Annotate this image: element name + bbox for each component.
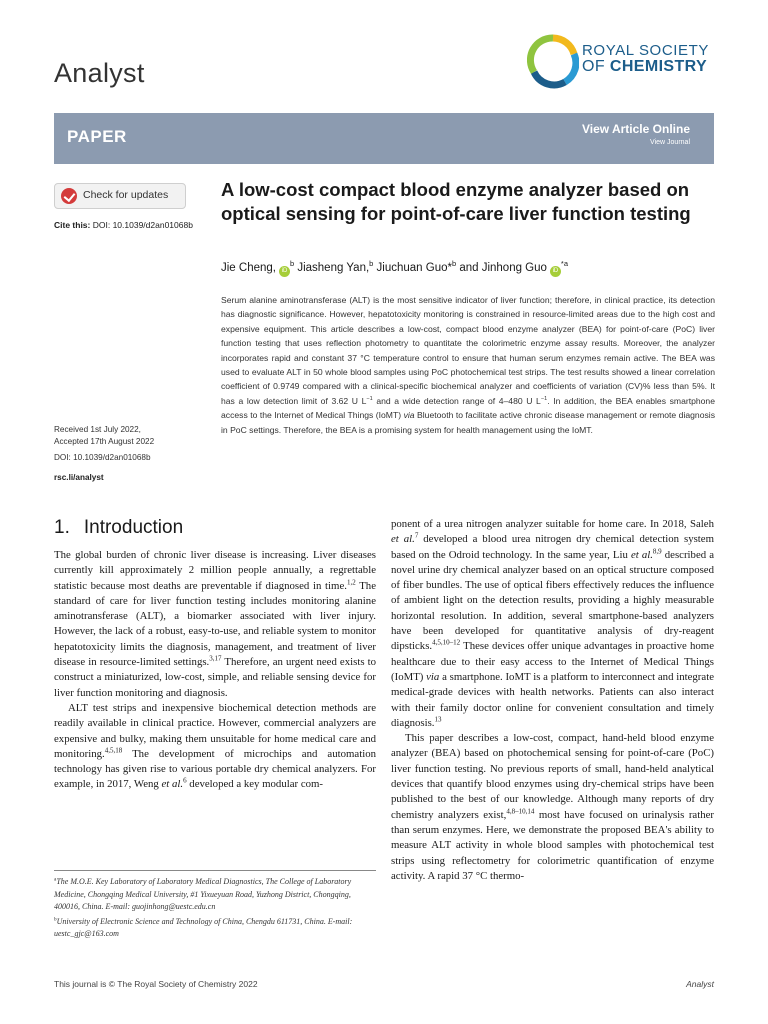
publisher-line2: OF CHEMISTRY [582,58,708,75]
author-list: Jie Cheng, $iD^b$ Jiasheng Yan,$^b$ Jiuchuan Guo*$^b$ and Jinhong Guo $iD^{*a}$ [221,262,568,277]
orcid-icon[interactable]: iD [550,266,561,277]
body-column-right [391,517,714,884]
journal-name: Analyst [54,58,145,88]
article-dates: Received 1st July 2022, Accepted 17th August 2022 [54,425,155,446]
section-heading: 1. Introduction [54,517,184,538]
paragraph: This paper describes a low-cost, compact, hand-held blood enzyme analyzer (BEA) based on photochemical sensing for point-of-care (PoC) liver function testing. No previous reports of small, hand-held analytical devices that quantify blood enzymes using dry-chemical strips have been published to the best of our knowledge. Although many reports of dry chemistry analyzers exist,$^{4,8-10,14}$ most have focused on urinalysis rather than serum enzymes. Here, we demonstrate the proposed BEA's ability to measure ALT activity in whole blood samples with photochemical test strips using reflectometry for colorimetric quantification of enzyme activity. A rapid 37 °C thermo- [391,732,714,882]
check-for-updates-button[interactable] [54,183,186,209]
abstract: Serum alanine aminotransferase (ALT) is the most sensitive indicator of liver function; therefore, in clinical practice, its detection has diagnostic significance. However, hepatotoxicity monitoring is constrained in resource-limited areas due to the high cost and expensive equipment. This article describes a low-cost, compact blood enzyme analyzer (BEA) for point-of-care (PoC) liver function testing that uses reflection photometry to quantitate the colorimetric enzyme assay results. Moreover, the analyzer incorporates rapid and constant 37 °C temperature control to ensure that human serum enzymes remain active. The BEA was used to evaluate ALT in 50 whole blood samples using PoC photochemical test strips. The test results showed a linear correlation coefficient of 0.9749 compared with a clinical-specific biochemical analyzer and coefficients of variation (CV)% less than 5%. It has a low detection limit of 3.62 U $L^{-1}$ and a wide detection range of 4–480 U $L^{-1}$. In addition, the BEA enables smartphone access to the Internet of Medical Things (IoMT) via Bluetooth to facilitate active chronic disease management or remote diagnosis in PoC settings. Therefore, the BEA is a promising system for health management using the IoMT. [221,295,715,435]
author-name: Jiasheng Yan, [294,262,370,274]
article-type-banner [54,113,714,164]
paragraph: The global burden of chronic liver disease is increasing. Liver diseases currently kill approximately 2 million people annually, a regrettable statistic because most deaths are preventable if diagnosed in time.$^{1,2}$ The standard of care for liver function testing includes monitoring alanine aminotransferase (ALT), a biomarker associated with liver injury. However, the lack of a robust, easy-to-use, and reliable system to monitor hepatotoxicity limits the diagnosis, management, and treatment of liver disease in resource-limited settings.$^{3,17}$ Therefore, an urgent need exists to construct a miniaturized, low-cost, simple, and reliable sensing device for liver function monitoring and diagnosis. [54,549,376,699]
footnotes [54,876,376,943]
footer-journal: Analyst [686,979,714,989]
publisher-name [582,43,709,75]
author-name: Jiuchuan Guo* [373,262,452,274]
article-title: A low-cost compact blood enzyme analyzer based on optical sensing for point-of-care liver function testing [221,179,691,224]
publisher-line1: ROYAL SOCIETY [582,42,709,59]
cite-this: Cite this: DOI: 10.1039/d2an01068b [54,220,193,230]
rsc-logo-icon [527,34,579,92]
article-doi: DOI: 10.1039/d2an01068b [54,453,151,462]
view-article-online-link[interactable]: View Article Online [581,122,690,136]
article-type: PAPER [67,127,127,146]
paragraph: ponent of a urea nitrogen analyzer suitable for home care. In 2018, Saleh et al.$^7$ developed a blood urea nitrogen dry chemical detection system based on the Odroid technology. In the same year, Liu et al.$^{8,9}$ described a novel urine dry chemical analyzer based on an optical structure composed of fiber bundles. The use of optical fibers effectively reduces the influence of ambient light on the detection results, providing a highly measurable horizontal resolution. In addition, several smartphone-based analyzers have been developed for quantitative analysis of dry-reagent dipsticks.$^{4,5,10-12}$ These devices offer unique advantages in proactive home healthcare due to their easy access to the Internet of Medical Things (IoMT) via a smartphone. IoMT is a platform to interconnect and integrate medical-grade devices with health networks. Patients can also interact with their family doctor online for convenient consultation and timely diagnosis.$^{13}$ [391,518,714,729]
footnote-divider [54,870,376,871]
journal-link[interactable]: rsc.li/analyst [54,473,104,482]
view-journal-link[interactable]: View Journal [650,139,690,146]
footer-copyright: This journal is © The Royal Society of Chemistry 2022 [54,979,258,989]
orcid-icon[interactable]: iD [279,266,290,277]
footnote-a: $^a$The M.O.E. Key Laboratory of Laboratory Medical Diagnostics, The College of Laboratory Medicine, Chongqing Medical University, #1 Yixueyuan Road, Yuzhong District, Chongqing, 400016, China. E-mail: guojinhong@uestc.edu.cn [54,876,352,911]
author-name: and Jinhong Guo [456,262,547,274]
body-column-left [54,548,376,793]
footnote-b: $^b$University of Electronic Science and Technology of China, Chengdu 611731, China. E-mail: uestc_gjc@163.com [54,915,353,938]
check-updates-icon [61,188,77,204]
check-for-updates-label: Check for updates [83,189,169,201]
author-name: Jie Cheng, [221,262,276,274]
paragraph: ALT test strips and inexpensive biochemical detection methods are readily available in clinical practice. However, commercial analyzers are expensive and bulky, making them unsuitable for home medical care and monitoring.$^{4,5,18}$ The development of microchips and automation technology has given rise to various portable dry chemical analyzers. For example, in 2017, Weng et al.$^6$ developed a key modular com- [54,701,376,791]
